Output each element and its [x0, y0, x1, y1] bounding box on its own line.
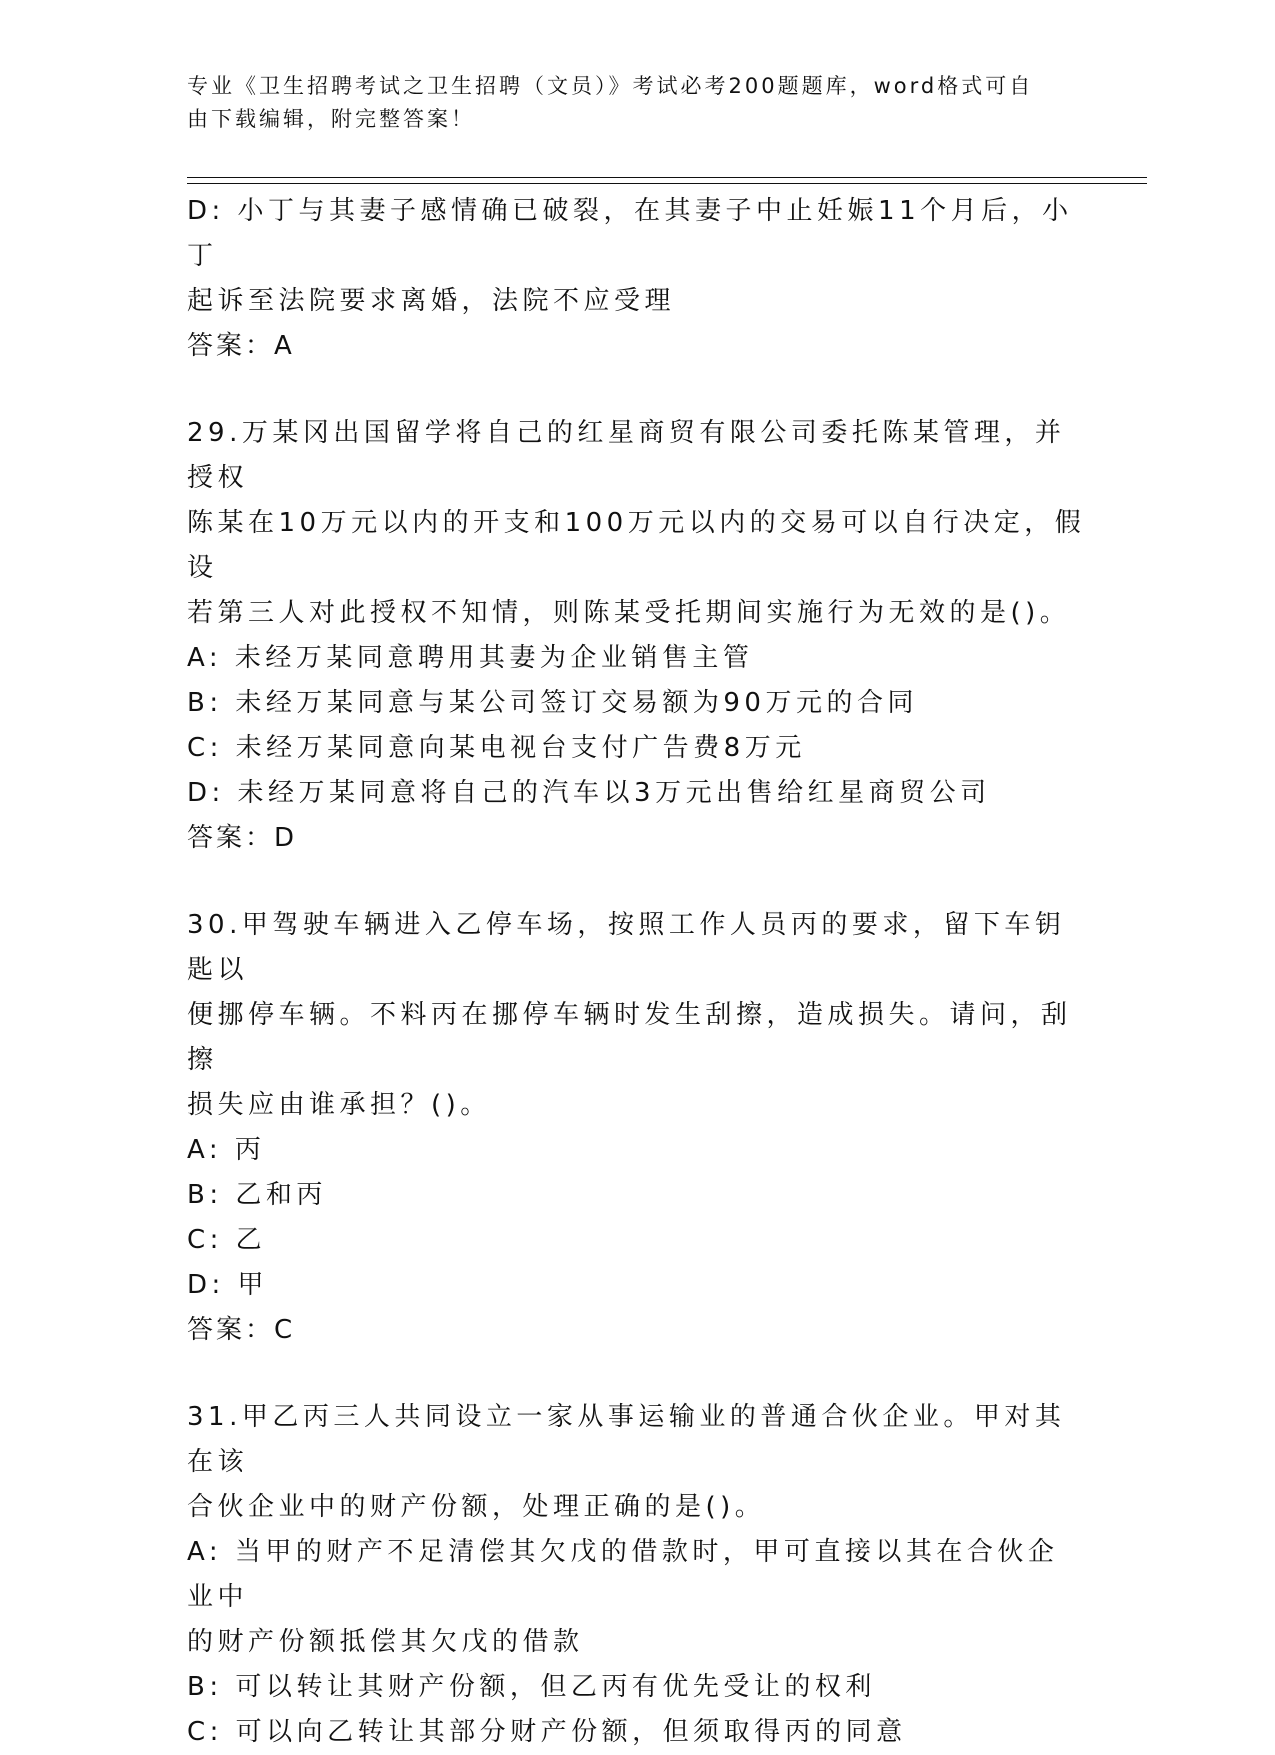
question-28-tail — [187, 189, 1087, 369]
option-d: D: 未经万某同意将自己的汽车以3万元出售给红星商贸公司 — [187, 778, 991, 808]
spacer — [187, 369, 1087, 411]
document-header — [187, 70, 1067, 136]
header-line-1: 专业《卫生招聘考试之卫生招聘（文员）》考试必考200题题库，word格式可自 — [187, 74, 1034, 98]
question-text-line-2: 便挪停车辆。不料丙在挪停车辆时发生刮擦，造成损失。请问，刮擦 — [187, 1000, 1072, 1075]
answer-line: 答案：C — [187, 1315, 296, 1345]
option-d: D: 甲 — [187, 1270, 269, 1300]
question-29 — [187, 411, 1087, 861]
option-a-line-2: 的财产份额抵偿其欠戊的借款 — [187, 1627, 584, 1657]
document-body — [187, 189, 1087, 1755]
question-31 — [187, 1395, 1087, 1755]
header-rule-top — [187, 177, 1147, 178]
answer-line: 答案：D — [187, 823, 298, 853]
header-rule-bottom — [187, 183, 1147, 184]
question-text-line-1: 31.甲乙丙三人共同设立一家从事运输业的普通合伙企业。甲对其在该 — [187, 1402, 1066, 1477]
question-30 — [187, 903, 1087, 1353]
question-text-line-2: 合伙企业中的财产份额，处理正确的是()。 — [187, 1492, 766, 1522]
option-c: C: 乙 — [187, 1225, 267, 1255]
question-text-line-3: 若第三人对此授权不知情，则陈某受托期间实施行为无效的是()。 — [187, 598, 1071, 628]
option-d-line-1: D: 小丁与其妻子感情确已破裂，在其妻子中止妊娠11个月后，小丁 — [187, 196, 1073, 271]
question-text-line-1: 30.甲驾驶车辆进入乙停车场，按照工作人员丙的要求，留下车钥匙以 — [187, 910, 1066, 985]
option-a: A: 未经万某同意聘用其妻为企业销售主管 — [187, 643, 754, 673]
question-text-line-2: 陈某在10万元以内的开支和100万元以内的交易可以自行决定，假设 — [187, 508, 1086, 583]
option-a: A: 丙 — [187, 1135, 266, 1165]
option-a-line-1: A: 当甲的财产不足清偿其欠戊的借款时，甲可直接以其在合伙企业中 — [187, 1537, 1059, 1612]
option-c: C: 未经万某同意向某电视台支付广告费8万元 — [187, 733, 806, 763]
question-text-line-3: 损失应由谁承担？()。 — [187, 1090, 491, 1120]
option-b: B: 可以转让其财产份额，但乙丙有优先受让的权利 — [187, 1672, 876, 1702]
option-c: C: 可以向乙转让其部分财产份额，但须取得丙的同意 — [187, 1717, 907, 1747]
spacer — [187, 861, 1087, 903]
header-line-2: 由下载编辑，附完整答案！ — [187, 107, 475, 131]
question-text-line-1: 29.万某冈出国留学将自己的红星商贸有限公司委托陈某管理，并授权 — [187, 418, 1066, 493]
spacer — [187, 1353, 1087, 1395]
option-b: B: 未经万某同意与某公司签订交易额为90万元的合同 — [187, 688, 918, 718]
option-b: B: 乙和丙 — [187, 1180, 327, 1210]
answer-line: 答案：A — [187, 331, 295, 361]
option-d-line-2: 起诉至法院要求离婚，法院不应受理 — [187, 286, 676, 316]
